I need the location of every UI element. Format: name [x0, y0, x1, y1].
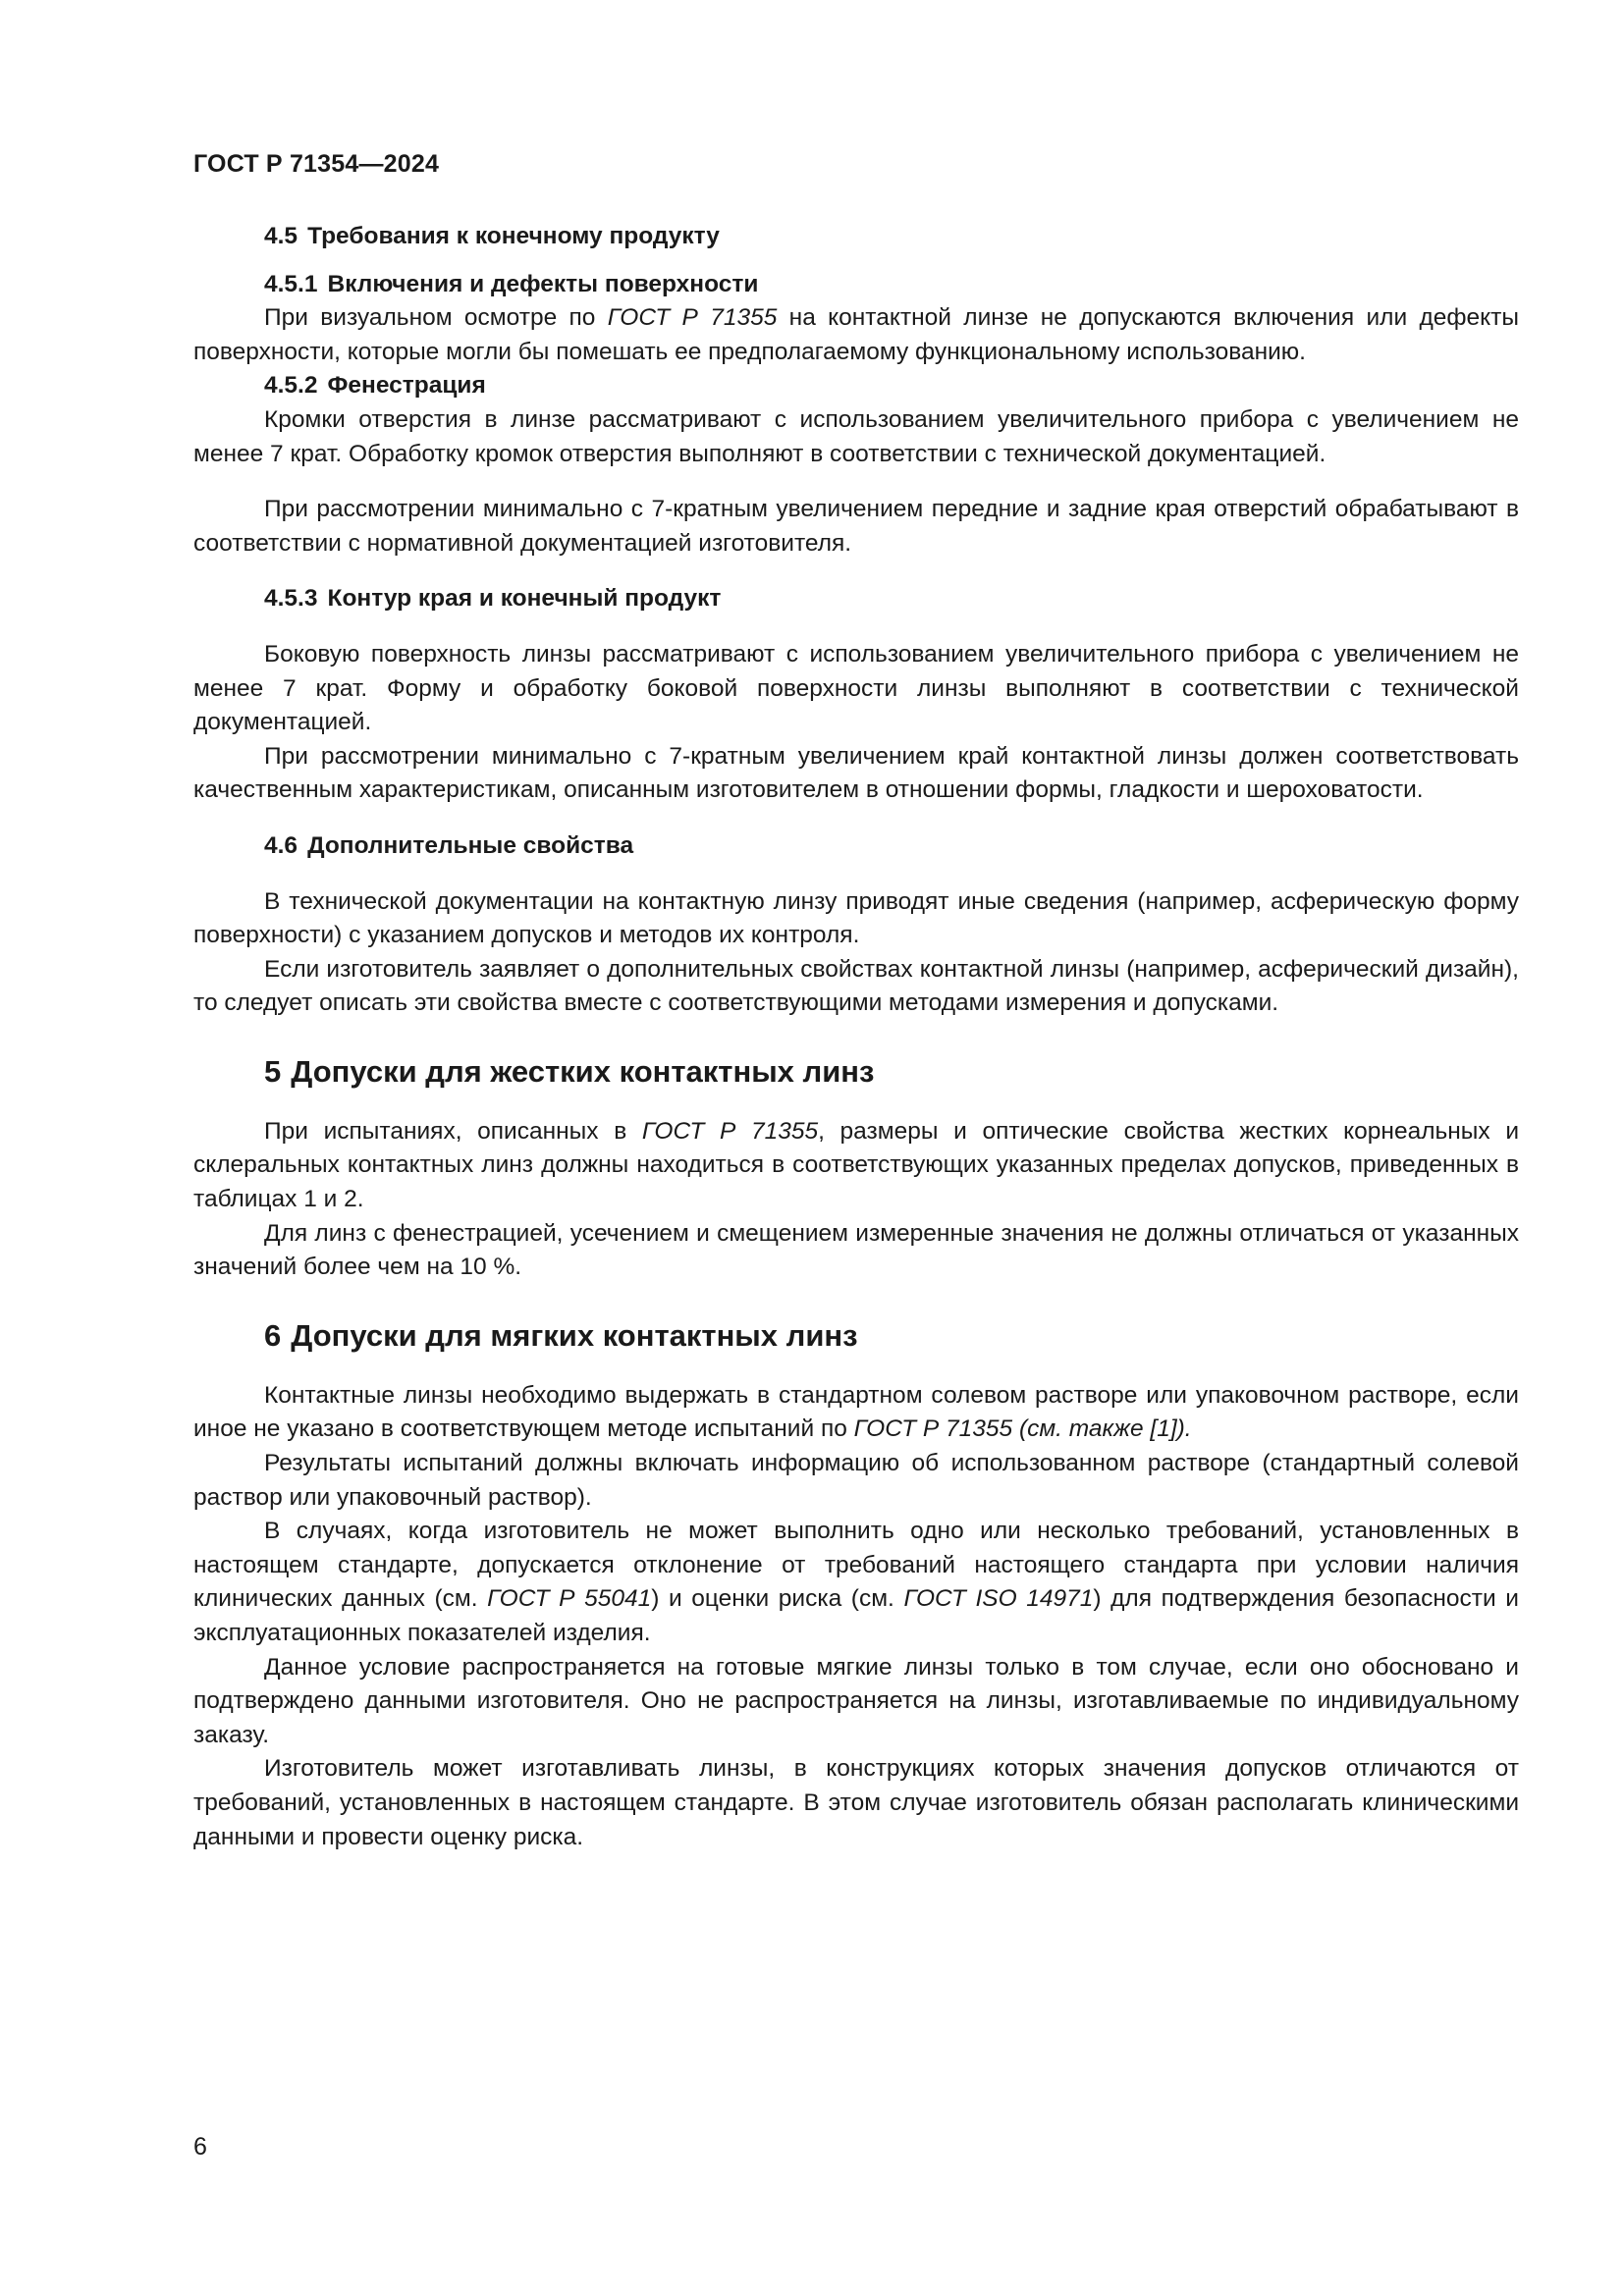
section-4-6-heading [193, 829, 1519, 864]
section-number: 4.6 [264, 831, 298, 859]
section-title: Контур края и конечный продукт [327, 585, 722, 613]
text-run: ) для подтверждения безопасности и эксплуатационных показателей изделия. [193, 1585, 1519, 1646]
section-4-5-1-heading [193, 268, 1519, 302]
section-number: 5 [264, 1053, 282, 1089]
text-run: При испытаниях, описанных в [264, 1117, 642, 1145]
paragraph [193, 1515, 1519, 1650]
section-5-heading [193, 1052, 1519, 1092]
section-number: 6 [264, 1317, 282, 1353]
standard-reference: ГОСТ ISO 14971 [903, 1585, 1094, 1613]
paragraph: При рассмотрении минимально с 7-кратным увеличением край контактной линзы должен соответствовать качественным характеристикам, описанным изготовителем в отношении формы, гладкости и шероховатости. [193, 742, 1519, 804]
text-run: на контактной линзе не допускаются включения или дефекты поверхности, которые могли бы помешать ее предполагаемому функциональному использованию. [193, 304, 1520, 365]
standard-reference: ГОСТ Р 71355 (см. также [1]). [853, 1415, 1192, 1443]
section-number: 4.5.3 [264, 585, 318, 613]
paragraph [193, 301, 1519, 369]
paragraph: Данное условие распространяется на готовые мягкие линзы только в том случае, если оно обосновано и подтверждено данными изготовителя. Оно не распространяется на линзы, изготавливаемые по индивидуальному заказу. [193, 1653, 1519, 1748]
section-4-5-2-heading [193, 369, 1519, 403]
page-number: 6 [193, 2133, 207, 2161]
text-run: ) и оценки риска (см. [651, 1585, 904, 1613]
standard-reference: ГОСТ Р 55041 [487, 1585, 652, 1613]
section-number: 4.5.2 [264, 372, 318, 400]
standard-reference: ГОСТ Р 71355 [607, 304, 778, 332]
standard-header: ГОСТ Р 71354—2024 [193, 150, 440, 178]
paragraph: При рассмотрении минимально с 7-кратным увеличением передние и задние края отверстий обрабатывают в соответствии с нормативной документацией изготовителя. [193, 496, 1519, 557]
text-run: При визуальном осмотре по [264, 304, 608, 332]
paragraph: Боковую поверхность линзы рассматривают с использованием увеличительного прибора с увеличением не менее 7 крат. Форму и обработку боковой поверхности линзы выполняют в соответствии с технической документацией. [193, 640, 1519, 736]
section-title: Фенестрация [327, 372, 486, 400]
paragraph: Результаты испытаний должны включать информацию об использованном растворе (стандартный солевой раствор или упаковочный раствор). [193, 1450, 1519, 1511]
paragraph: В технической документации на контактную линзу приводят иные сведения (например, асферическую форму поверхности) с указанием допусков и методов их контроля. [193, 887, 1519, 949]
standard-reference: ГОСТ Р 71355 [641, 1117, 819, 1145]
text-run: Контактные линзы необходимо выдержать в стандартном солевом растворе или упаковочном растворе, если иное не указано в соответствующем методе испытаний по [193, 1381, 1519, 1443]
section-title: Допуски для мягких контактных линз [291, 1317, 858, 1353]
text-run: , размеры и оптические свойства жестких корнеальных и склеральных контактных линз должны находиться в соответствующих указанных пределах допусков, приведенных в таблицах 1 и 2. [193, 1117, 1520, 1213]
section-4-5-heading [193, 220, 1519, 254]
section-title: Включения и дефекты поверхности [327, 270, 759, 297]
section-4-5-3-heading [193, 582, 1519, 616]
section-title: Дополнительные свойства [307, 831, 634, 859]
paragraph: Изготовитель может изготавливать линзы, в конструкциях которых значения допусков отличаются от требований, установленных в настоящем стандарте. В этом случае изготовитель обязан располагать клиническими данными и провести оценку риска. [193, 1755, 1519, 1850]
section-number: 4.5 [264, 223, 298, 249]
text-run: В случаях, когда изготовитель не может выполнить одно или несколько требований, установленных в настоящем стандарте, допускается отклонение от требований настоящего стандарта при условии наличия клинических данных (см. [193, 1518, 1519, 1613]
paragraph [193, 1379, 1519, 1447]
section-title: Требования к конечному продукту [307, 223, 720, 249]
section-number: 4.5.1 [264, 270, 318, 297]
section-title: Допуски для жестких контактных линз [291, 1053, 875, 1089]
paragraph [193, 1115, 1519, 1217]
paragraph: Кромки отверстия в линзе рассматривают с использованием увеличительного прибора с увеличением не менее 7 крат. Обработку кромок отверстия выполняют в соответствии с технической документацией. [193, 405, 1519, 467]
paragraph: Если изготовитель заявляет о дополнительных свойствах контактной линзы (например, асферический дизайн), то следует описать эти свойства вместе с соответствующими методами измерения и допусками. [193, 955, 1519, 1017]
paragraph: Для линз с фенестрацией, усечением и смещением измеренные значения не должны отличаться от указанных значений более чем на 10 %. [193, 1219, 1519, 1281]
document-body [193, 220, 1519, 1854]
section-6-heading [193, 1316, 1519, 1356]
